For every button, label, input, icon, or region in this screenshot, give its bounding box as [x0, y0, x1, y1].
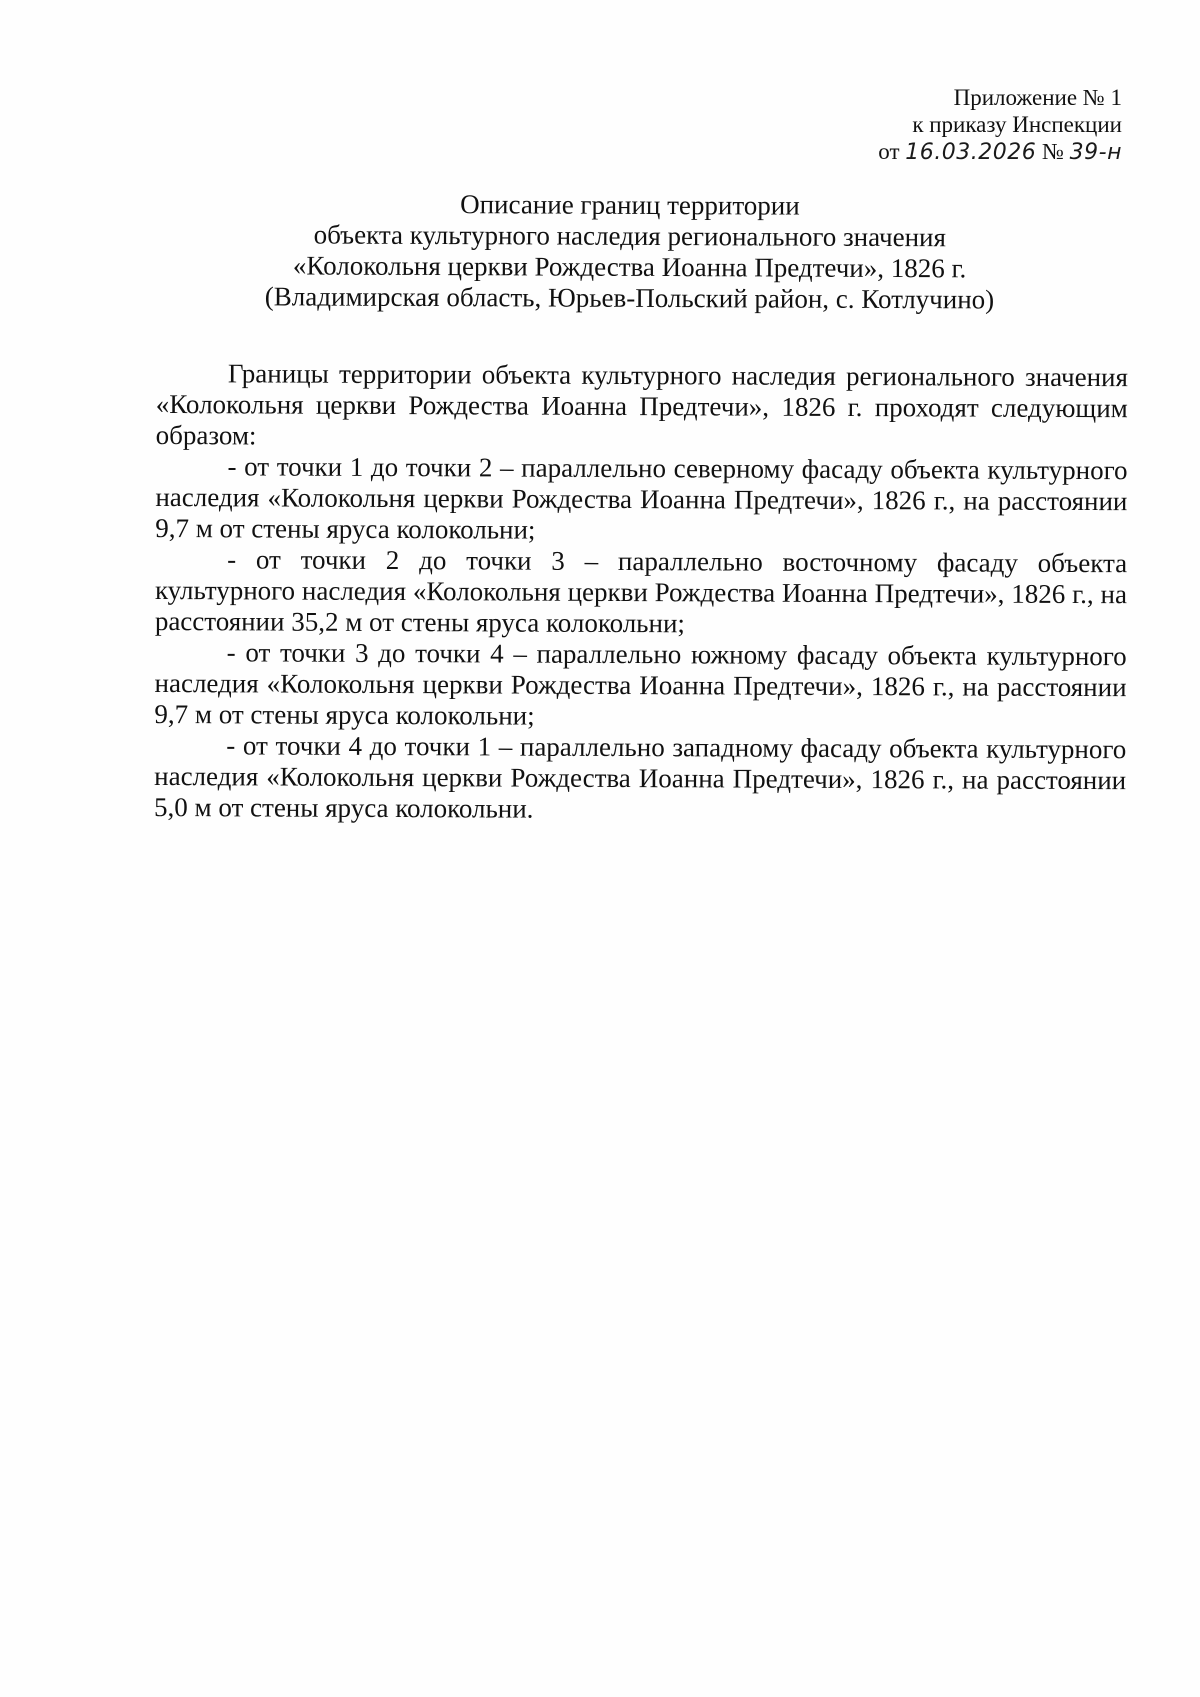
annex-order-ref: к приказу Инспекции	[912, 112, 1122, 137]
boundary-segment-3-4: - от точки 3 до точки 4 – параллельно южному фасаду объекта культурного наследия «Колокольня церкви Рождества Иоанна Предтечи», 1826 г., на расстоянии 9,7 м от стены яруса колокольни;	[154, 637, 1127, 731]
annex-date-number	[782, 138, 1122, 166]
title-line-2: объекта культурного наследия регионального значения	[313, 219, 947, 253]
title-line-1: Описание границ территории	[460, 189, 800, 221]
document-title	[199, 188, 1060, 316]
annex-number-handwritten: 39-н	[1069, 140, 1122, 165]
annex-date-prefix: от	[878, 139, 900, 164]
title-line-4: (Владимирская область, Юрьев-Польский район, с. Котлучино)	[264, 281, 995, 315]
boundary-segment-4-1: - от точки 4 до точки 1 – параллельно западному фасаду объекта культурного наследия «Колокольня церкви Рождества Иоанна Предтечи», 1826 г., на расстоянии 5,0 м от стены яруса колокольни.	[153, 730, 1127, 824]
annex-header	[782, 84, 1122, 166]
boundary-segment-1-2: - от точки 1 до точки 2 – параллельно северному фасаду объекта культурного наследия «Колокольня церкви Рождества Иоанна Предтечи», 1826 г., на расстоянии 9,7 м от стены яруса колокольни;	[155, 451, 1128, 545]
annex-title: Приложение № 1	[953, 85, 1122, 110]
boundary-segment-2-3: - от точки 2 до точки 3 – параллельно восточному фасаду объекта культурного наследия «Колокольня церкви Рождества Иоанна Предтечи», 1826 г., на расстоянии 35,2 м от стены яруса колокольни;	[154, 544, 1128, 639]
title-line-3: «Колокольня церкви Рождества Иоанна Предтечи», 1826 г.	[292, 250, 967, 284]
annex-number-label: №	[1041, 139, 1064, 164]
document-body	[154, 358, 1128, 827]
annex-date-handwritten: 16.03.2026	[905, 140, 1037, 165]
intro-paragraph: Границы территории объекта культурного наследия регионального значения «Колокольня церкви Рождества Иоанна Предтечи», 1826 г. проходят следующим образом:	[155, 358, 1128, 451]
